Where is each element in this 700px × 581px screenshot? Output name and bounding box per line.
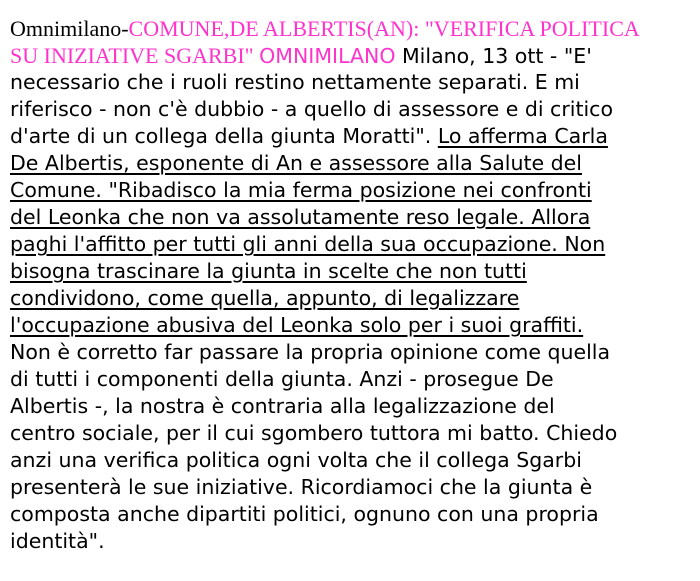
body-line — [10, 474, 690, 501]
body-line — [10, 285, 690, 312]
underlined-quote: condividono, come quella, appunto, di legalizzare — [10, 286, 520, 310]
headline-part-2: SU INIZIATIVE SGARBI" — [10, 43, 260, 68]
body-line — [10, 69, 690, 96]
body-text: centro sociale, per il cui sgombero tuttora mi batto. Chiedo — [10, 421, 618, 445]
body-line — [10, 177, 690, 204]
body-text: Non è corretto far passare la propria opinione come quella — [10, 340, 611, 364]
body-line — [10, 501, 690, 528]
body-line — [10, 339, 690, 366]
headline-part-1: COMUNE,DE ALBERTIS(AN): "VERIFICA POLITICA — [128, 16, 640, 41]
body-line — [10, 528, 690, 555]
body-text: Albertis -, la nostra è contraria alla legalizzazione del — [10, 394, 555, 418]
agency-label: OMNIMILANO — [259, 44, 396, 68]
underlined-quote: del Leonka che non va assolutamente reso legale. Allora — [10, 205, 591, 229]
news-article — [10, 15, 690, 555]
underlined-quote: Lo afferma Carla — [437, 124, 608, 148]
body-line — [10, 312, 690, 339]
underlined-quote: Comune. "Ribadisco la mia ferma posizione nei confronti — [10, 178, 592, 202]
headline-line-2 — [10, 42, 690, 69]
underlined-quote: l'occupazione abusiva del Leonka solo per i suoi graffiti. — [10, 313, 584, 337]
source-label: Omnimilano- — [10, 16, 129, 41]
body-text: presenterà le sue iniziative. Ricordiamoci che la giunta è — [10, 475, 593, 499]
body-text: d'arte di un collega della giunta Moratti". — [10, 124, 438, 148]
body-line — [10, 420, 690, 447]
body-text: anzi una verifica politica ogni volta che il collega Sgarbi — [10, 448, 582, 472]
body-text: identità". — [10, 529, 105, 553]
underlined-quote: paghi l'affitto per tutti gli anni della sua occupazione. Non — [10, 232, 606, 256]
underlined-quote: De Albertis, esponente di An e assessore alla Salute del — [10, 151, 582, 175]
body-text: riferisco - non c'è dubbio - a quello di assessore e di critico — [10, 97, 613, 121]
body-line — [10, 393, 690, 420]
body-text: composta anche dipartiti politici, ognuno con una propria — [10, 502, 599, 526]
body-line — [10, 447, 690, 474]
body-line — [10, 204, 690, 231]
dateline: Milano, 13 ott - "E' — [395, 44, 592, 68]
body-line — [10, 150, 690, 177]
body-line — [10, 258, 690, 285]
body-text: necessario che i ruoli restino nettamente separati. E mi — [10, 70, 580, 94]
body-line — [10, 366, 690, 393]
body-line — [10, 123, 690, 150]
body-line — [10, 96, 690, 123]
body-line — [10, 231, 690, 258]
article-body — [10, 69, 690, 555]
headline-line-1 — [10, 15, 690, 42]
underlined-quote: bisogna trascinare la giunta in scelte che non tutti — [10, 259, 527, 283]
body-text: di tutti i componenti della giunta. Anzi - prosegue De — [10, 367, 554, 391]
